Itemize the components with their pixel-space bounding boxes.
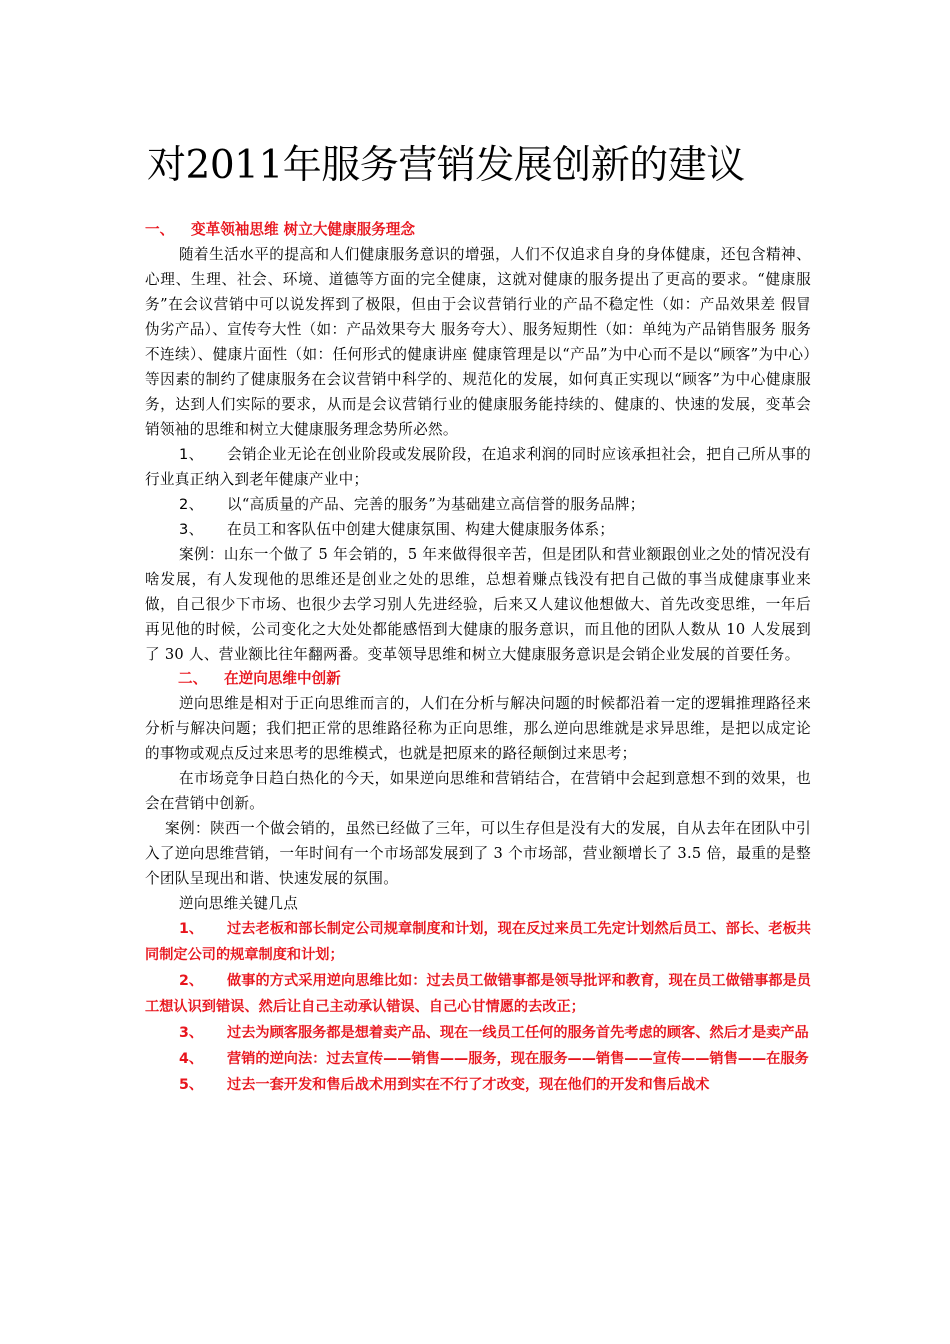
key-point-text: 做事的方式采用逆向思维比如：过去员工做错事都是领导批评和教育，现在员工做错事都是员工想认识到错误、然后让自己主动承认错误、自己心甘情愿的去改正； xyxy=(145,973,811,1015)
section-1-heading-text: 变革领袖思维 树立大健康服务理念 xyxy=(191,221,415,238)
key-point-text: 过去一套开发和售后战术用到实在不行了才改变，现在他们的开发和售后战术 xyxy=(227,1077,710,1093)
key-point-number: 3、 xyxy=(179,1025,204,1041)
key-point xyxy=(145,968,811,1020)
section-2-heading xyxy=(145,667,811,691)
section-1-item-number: 1、 xyxy=(179,446,204,463)
section-1-item-text: 在员工和客队伍中创建大健康氛围、构建大健康服务体系； xyxy=(227,521,615,538)
key-point-number: 4、 xyxy=(179,1051,204,1067)
section-2-number: 二、 xyxy=(178,670,208,687)
section-1-item-text: 以“高质量的产品、完善的服务”为基础建立高信誉的服务品牌； xyxy=(227,496,645,513)
section-2-paragraph-1: 逆向思维是相对于正向思维而言的，人们在分析与解决问题的时候都沿着一定的逻辑推理路径来分析与解决问题；我们把正常的思维路径称为正向思维，那么逆向思维就是求异思维，是把以成定论的事物或观点反过来思考的思维模式，也就是把原来的路径颠倒过来思考； xyxy=(145,695,811,762)
key-points-label: 逆向思维关键几点 xyxy=(179,895,299,912)
section-1-heading xyxy=(145,218,811,242)
section-1-item xyxy=(145,442,811,492)
key-point-text: 营销的逆向法：过去宣传——销售——服务，现在服务——销售——宣传——销售——在服务 xyxy=(227,1051,809,1067)
section-2-paragraph-2: 在市场竞争日趋白热化的今天，如果逆向思维和营销结合，在营销中会起到意想不到的效果，也会在营销中创新。 xyxy=(145,770,811,812)
key-point-number: 1、 xyxy=(179,921,204,937)
key-point-text: 过去老板和部长制定公司规章制度和计划，现在反过来员工先定计划然后员工、部长、老板共同制定公司的规章制度和计划； xyxy=(145,921,811,963)
section-1-item-number: 3、 xyxy=(179,521,204,538)
section-1-number: 一、 xyxy=(145,221,175,238)
section-1-item-text: 会销企业无论在创业阶段或发展阶段，在追求利润的同时应该承担社会，把自己所从事的行业真正纳入到老年健康产业中； xyxy=(145,446,811,488)
key-point xyxy=(145,916,811,968)
key-point xyxy=(145,1072,811,1098)
section-1-item xyxy=(145,492,811,517)
section-1-intro: 随着生活水平的提高和人们健康服务意识的增强，人们不仅追求自身的身体健康，还包含精神、心理、生理、社会、环境、道德等方面的完全健康，这就对健康的服务提出了更高的要求。“健康服务”在会议营销中可以说发挥到了极限，但由于会议营销行业的产品不稳定性（如：产品效果差 假冒伪劣产品）、宣传夸大性（如：产品效果夸大 服务夸大）、服务短期性（如：单纯为产品销售服务 服务不连续）、健康片面性（如：任何形式的健康讲座 健康管理是以“产品”为中心而不是以“顾客”为中心）等因素的制约了健康服务在会议营销中科学的、规范化的发展，如何真正实现以“顾客”为中心健康服务，达到人们实际的要求，从而是会议营销行业的健康服务能持续的、健康的、快速的发展，变革会销领袖的思维和树立大健康服务理念势所必然。 xyxy=(145,246,811,438)
document-title: 对2011年服务营销发展创新的建议 xyxy=(147,143,745,188)
key-point-number: 5、 xyxy=(179,1077,204,1093)
key-point-text: 过去为顾客服务都是想着卖产品、现在一线员工任何的服务首先考虑的顾客、然后才是卖产品 xyxy=(227,1025,809,1041)
key-point-number: 2、 xyxy=(179,973,204,989)
section-2-case: 案例：陕西一个做会销的，虽然已经做了三年，可以生存但是没有大的发展，自从去年在团队中引入了逆向思维营销，一年时间有一个市场部发展到了 3 个市场部，营业额增长了 3.5 倍，最重的是整个团队呈现出和谐、快速发展的氛围。 xyxy=(145,820,811,887)
key-point xyxy=(145,1046,811,1072)
document-body xyxy=(145,140,811,1098)
key-point xyxy=(145,1020,811,1046)
section-2-heading-text: 在逆向思维中创新 xyxy=(224,670,341,687)
section-1-case: 案例：山东一个做了 5 年会销的，5 年来做得很辛苦，但是团队和营业额跟创业之处的情况没有啥发展，有人发现他的思维还是创业之处的思维，总想着赚点钱没有把自己做的事当成健康事业来做，自己很少下市场、也很少去学习别人先进经验，后来又人建议他想做大、首先改变思维，一年后再见他的时候，公司变化之大处处都能感悟到大健康的服务意识，而且他的团队人数从 10 人发展到了 30 人、营业额比往年翻两番。变革领导思维和树立大健康服务意识是会销企业发展的首要任务。 xyxy=(145,546,811,663)
section-1-item-number: 2、 xyxy=(179,496,204,513)
section-1-item xyxy=(145,517,811,542)
